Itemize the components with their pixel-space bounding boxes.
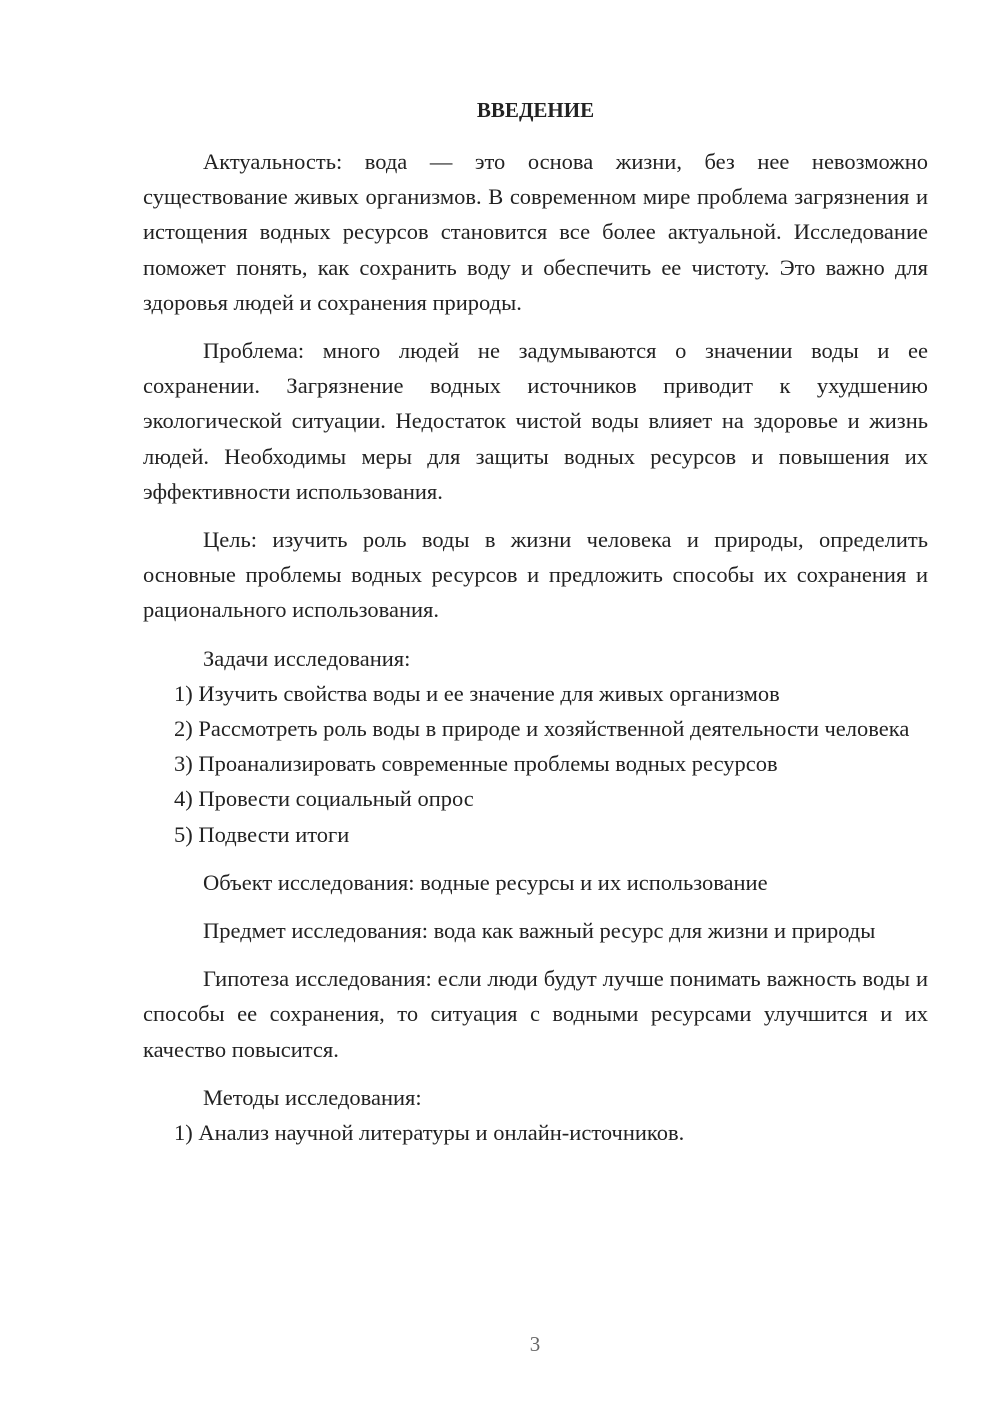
problem-paragraph: Проблема: много людей не задумываются о значении воды и ее сохранении. Загрязнение водных источников приводит к ухудшению экологической ситуации. Недостаток чистой воды влияет на здоровье и жизнь людей. Необходимы меры для защиты водных ресурсов и повышения их эффективности использования. bbox=[143, 338, 928, 504]
task-item: 5) Подвести итоги bbox=[174, 821, 350, 847]
document-page bbox=[143, 95, 928, 1150]
method-item: 1) Анализ научной литературы и онлайн-источников. bbox=[174, 1120, 685, 1146]
page-number: 3 bbox=[529, 1332, 541, 1356]
subject-paragraph: Предмет исследования: вода как важный ресурс для жизни и природы bbox=[203, 918, 876, 944]
tasks-heading: Задачи исследования: bbox=[203, 645, 411, 671]
relevance-paragraph: Актуальность: вода — это основа жизни, без нее невозможно существование живых организмов. В современном мире проблема загрязнения и истощения водных ресурсов становится все более актуальной. Исследование поможет понять, как сохранить воду и обеспечить ее чистоту. Это важно для здоровья людей и сохранения природы. bbox=[143, 149, 928, 315]
task-item: 3) Проанализировать современные проблемы водных ресурсов bbox=[174, 751, 778, 777]
methods-heading: Методы исследования: bbox=[203, 1084, 422, 1110]
page-title: ВВЕДЕНИЕ bbox=[476, 98, 595, 122]
hypothesis-paragraph: Гипотеза исследования: если люди будут лучше понимать важность воды и способы ее сохранения, то ситуация с водными ресурсами улучшится и их качество повысится. bbox=[143, 966, 928, 1062]
task-item: 1) Изучить свойства воды и ее значение для живых организмов bbox=[174, 680, 780, 706]
task-item: 2) Рассмотреть роль воды в природе и хозяйственной деятельности человека bbox=[174, 716, 910, 742]
object-paragraph: Объект исследования: водные ресурсы и их использование bbox=[203, 869, 768, 895]
goal-paragraph: Цель: изучить роль воды в жизни человека и природы, определить основные проблемы водных ресурсов и предложить способы их сохранения и рационального использования. bbox=[143, 527, 928, 623]
task-item: 4) Провести социальный опрос bbox=[174, 786, 474, 812]
